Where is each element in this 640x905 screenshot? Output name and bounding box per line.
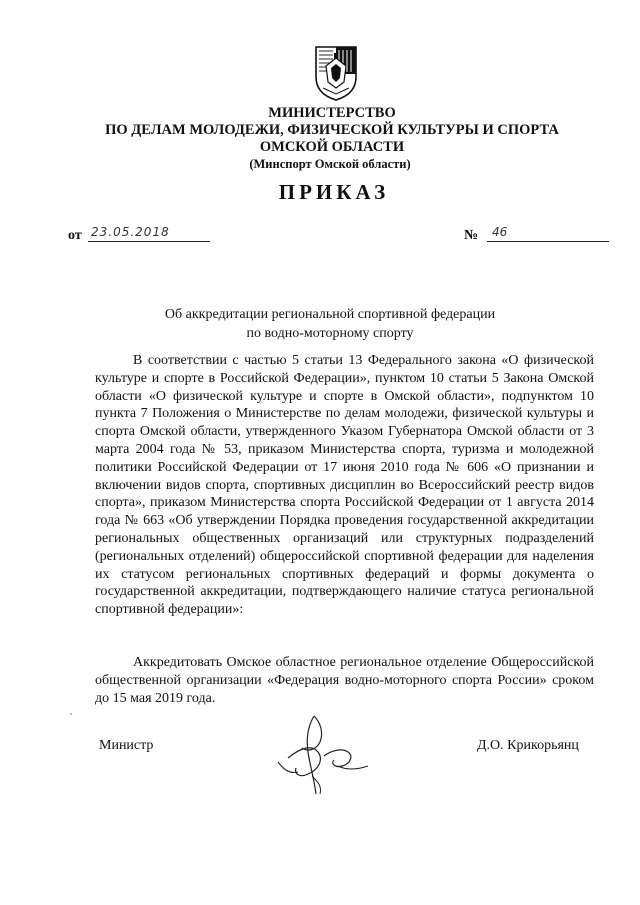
number-prefix: № — [464, 228, 479, 243]
signer-position: Министр — [99, 738, 154, 753]
document-number: 46 — [492, 225, 508, 239]
scan-speck — [70, 713, 72, 715]
org-name-line-2: ПО ДЕЛАМ МОЛОДЕЖИ, ФИЗИЧЕСКОЙ КУЛЬТУРЫ И СПОРТА — [105, 122, 559, 138]
order-paragraph: Аккредитовать Омское областное региональное отделение Общероссийской общественной организации «Федерация водно-моторного спорта России» сроком до 15 мая 2019 года. — [95, 655, 594, 706]
org-name-line-1: МИНИСТЕРСТВО — [268, 105, 396, 121]
org-name-line-3: ОМСКОЙ ОБЛАСТИ — [259, 139, 405, 155]
document-title: ПРИКАЗ — [278, 180, 390, 204]
signer-name: Д.О. Крикорьянц — [477, 738, 579, 753]
date-prefix: от — [68, 228, 82, 243]
preamble-paragraph: В соответствии с частью 5 статьи 13 Федерального закона «О физической культуре и спорте в Российской Федерации», пунктом 10 статьи 5 Закона Омской области «О физической культуре и спорте в Омской области», подпунктом 10 пункта 7 Положения о Министерстве по делам молодежи, физической культуры и спорта Омской области, утвержденного Указом Губернатора Омской области от 3 марта 2004 года № 53, приказом Министерства спорта, туризма и молодежной политики Российской Федерации от 17 июня 2010 года № 606 «О признании и включении видов спорта, спортивных дисциплин во Всероссийский реестр видов спорта», приказом Министерства спорта Российской Федерации от 1 августа 2014 года № 663 «Об утверждении Порядка проведения государственной аккредитации региональных общественных организаций или структурных подразделений (региональных отделений) общероссийской спортивной федерации для наделения их статусом региональных спортивных федераций и формы документа о государственной аккредитации, подтверждающего наличие статуса региональной спортивной федерации»: — [95, 353, 594, 618]
subject-line-1: Об аккредитации региональной спортивной федерации — [164, 307, 496, 322]
org-short-name: (Минспорт Омской области) — [249, 157, 411, 171]
subject-line-2: по водно-моторному спорту — [246, 326, 414, 341]
number-underline — [487, 241, 609, 242]
omsk-coat-of-arms-icon — [313, 44, 359, 102]
handwritten-signature-icon — [268, 712, 374, 798]
date-underline — [88, 241, 210, 242]
document-date: 23.05.2018 — [91, 225, 170, 239]
